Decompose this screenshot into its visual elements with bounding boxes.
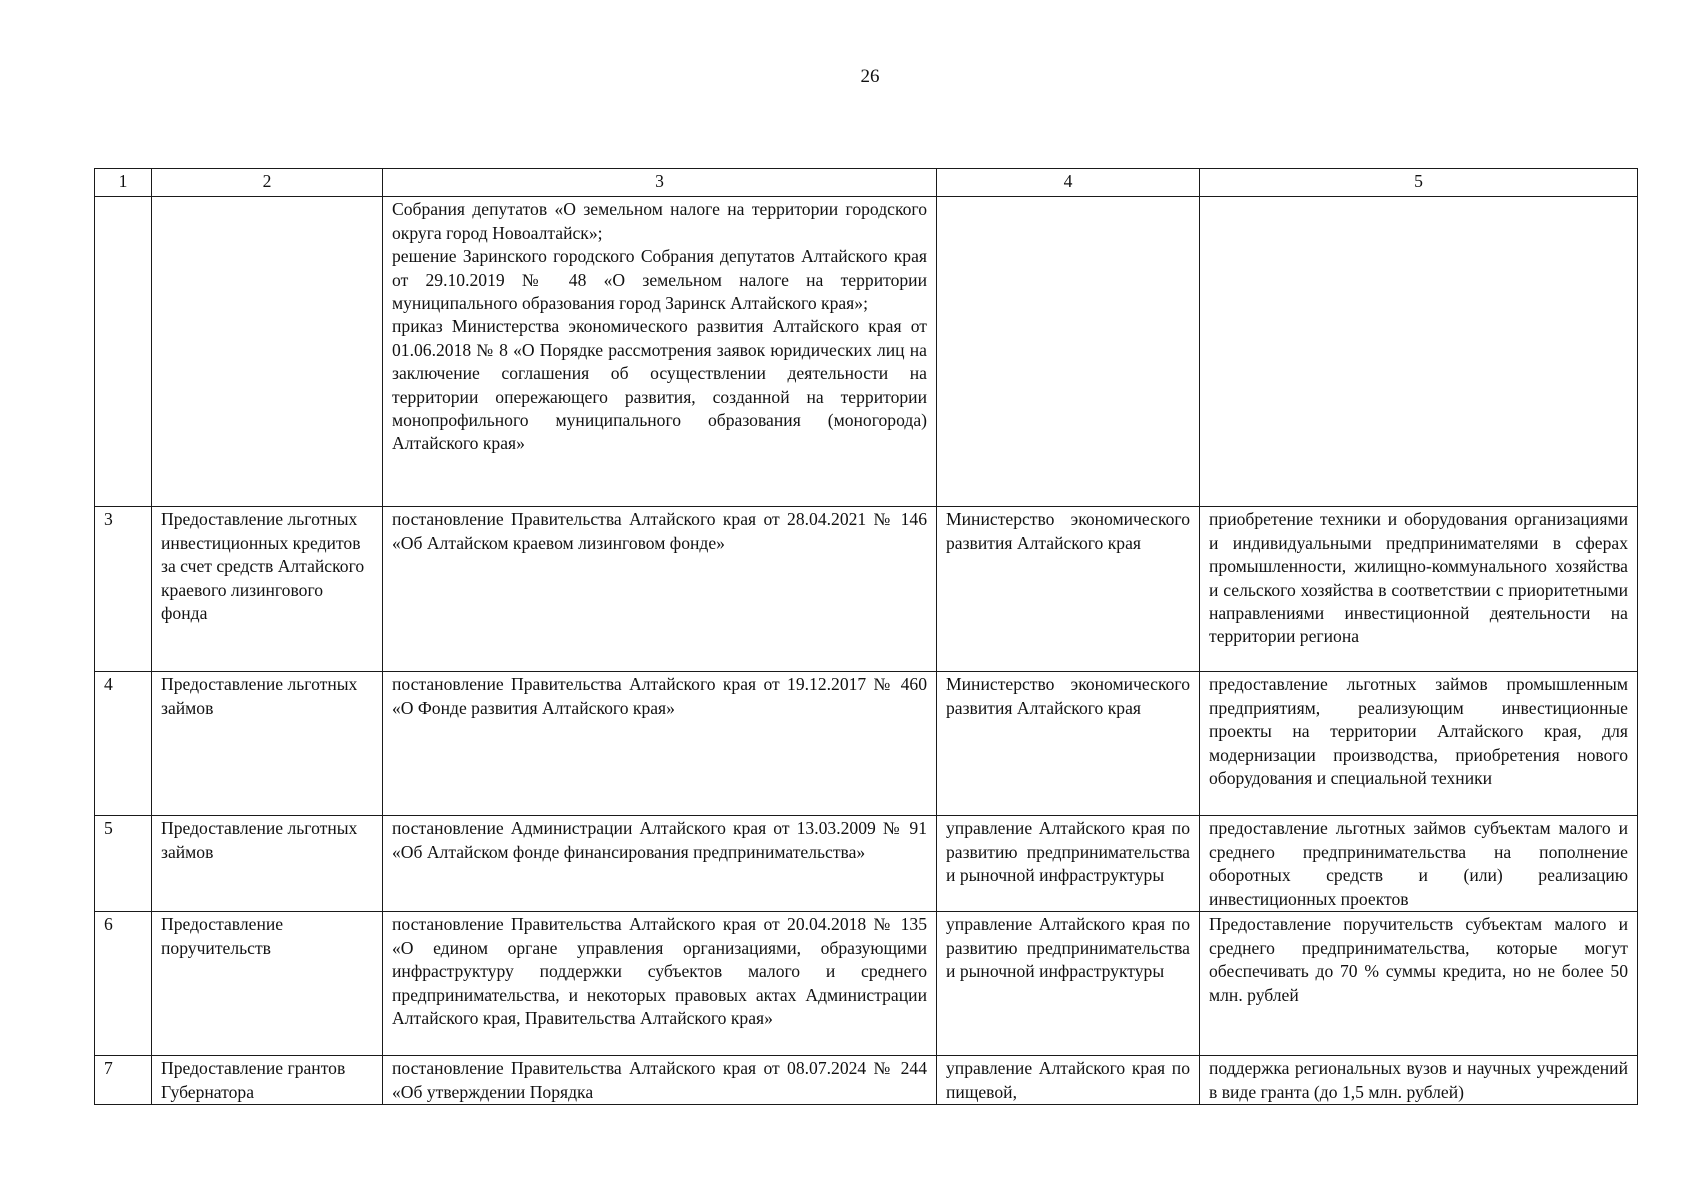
responsible-body-cell — [937, 197, 1200, 507]
table-row — [95, 197, 1638, 507]
table-row — [95, 816, 1638, 912]
table-body — [95, 197, 1638, 1105]
column-header-5: 5 — [1200, 169, 1638, 197]
row-number-cell: 5 — [95, 816, 152, 912]
responsible-body-cell: управление Алтайского края по развитию предпринимательства и рыночной инфраструктуры — [937, 912, 1200, 1056]
description-cell: Предоставление поручительств субъектам малого и среднего предпринимательства, которые могут обеспечивать до 70 % суммы кредита, но не более 50 млн. рублей — [1200, 912, 1638, 1056]
support-measures-table — [94, 168, 1638, 1105]
row-number-cell: 6 — [95, 912, 152, 1056]
table-row — [95, 1056, 1638, 1105]
page-number: 26 — [860, 66, 880, 87]
row-number-cell: 3 — [95, 507, 152, 672]
row-number-cell: 4 — [95, 672, 152, 816]
column-header-3: 3 — [383, 169, 937, 197]
legal-basis-cell: Собрания депутатов «О земельном налоге на территории городского округа город Новоалтайск»; решение Заринского городского Собрания депутатов Алтайского края от 29.10.2019 № 48 «О земельном налоге на территории муниципального образования город Заринск Алтайского края»; приказ Министерства экономического развития Алтайского края от 01.06.2018 № 8 «О Порядке рассмотрения заявок юридических лиц на заключение соглашения об осуществлении деятельности на территории опережающего развития, созданной на территории монопрофильного муниципального образования (моногорода) Алтайского края» — [383, 197, 937, 507]
table-header — [95, 169, 1638, 197]
responsible-body-cell: управление Алтайского края по развитию предпринимательства и рыночной инфраструктуры — [937, 816, 1200, 912]
description-cell — [1200, 197, 1638, 507]
header-row — [95, 169, 1638, 197]
measure-cell: Предоставление льготных займов — [152, 672, 383, 816]
measure-cell — [152, 197, 383, 507]
measure-cell: Предоставление грантов Губернатора — [152, 1056, 383, 1105]
row-number-cell: 7 — [95, 1056, 152, 1105]
responsible-body-cell: управление Алтайского края по пищевой, — [937, 1056, 1200, 1105]
measure-cell: Предоставление поручительств — [152, 912, 383, 1056]
legal-basis-cell: постановление Правительства Алтайского края от 28.04.2021 № 146 «Об Алтайском краевом лизинговом фонде» — [383, 507, 937, 672]
measure-cell: Предоставление льготных инвестиционных кредитов за счет средств Алтайского краевого лизингового фонда — [152, 507, 383, 672]
measure-cell: Предоставление льготных займов — [152, 816, 383, 912]
row-number-cell — [95, 197, 152, 507]
legal-basis-cell: постановление Правительства Алтайского края от 08.07.2024 № 244 «Об утверждении Порядка — [383, 1056, 937, 1105]
legal-basis-cell: постановление Правительства Алтайского края от 20.04.2018 № 135 «О едином органе управления организациями, образующими инфраструктуру поддержки субъектов малого и среднего предпринимательства, и некоторых правовых актах Администрации Алтайского края, Правительства Алтайского края» — [383, 912, 937, 1056]
description-cell: приобретение техники и оборудования организациями и индивидуальными предпринимателями в сферах промышленности, жилищно-коммунального хозяйства и сельского хозяйства в соответствии с приоритетными направлениями инвестиционной деятельности на территории региона — [1200, 507, 1638, 672]
column-header-2: 2 — [152, 169, 383, 197]
legal-basis-cell: постановление Правительства Алтайского края от 19.12.2017 № 460 «О Фонде развития Алтайского края» — [383, 672, 937, 816]
table-row — [95, 507, 1638, 672]
column-header-4: 4 — [937, 169, 1200, 197]
responsible-body-cell: Министерство экономического развития Алтайского края — [937, 507, 1200, 672]
legal-basis-cell: постановление Администрации Алтайского края от 13.03.2009 № 91 «Об Алтайском фонде финансирования предпринимательства» — [383, 816, 937, 912]
responsible-body-cell: Министерство экономического развития Алтайского края — [937, 672, 1200, 816]
table-row — [95, 912, 1638, 1056]
description-cell: поддержка региональных вузов и научных учреждений в виде гранта (до 1,5 млн. рублей) — [1200, 1056, 1638, 1105]
description-cell: предоставление льготных займов промышленным предприятиям, реализующим инвестиционные проекты на территории Алтайского края, для модернизации производства, приобретения нового оборудования и специальной техники — [1200, 672, 1638, 816]
description-cell: предоставление льготных займов субъектам малого и среднего предпринимательства на пополнение оборотных средств и (или) реализацию инвестиционных проектов — [1200, 816, 1638, 912]
column-header-1: 1 — [95, 169, 152, 197]
table-row — [95, 672, 1638, 816]
